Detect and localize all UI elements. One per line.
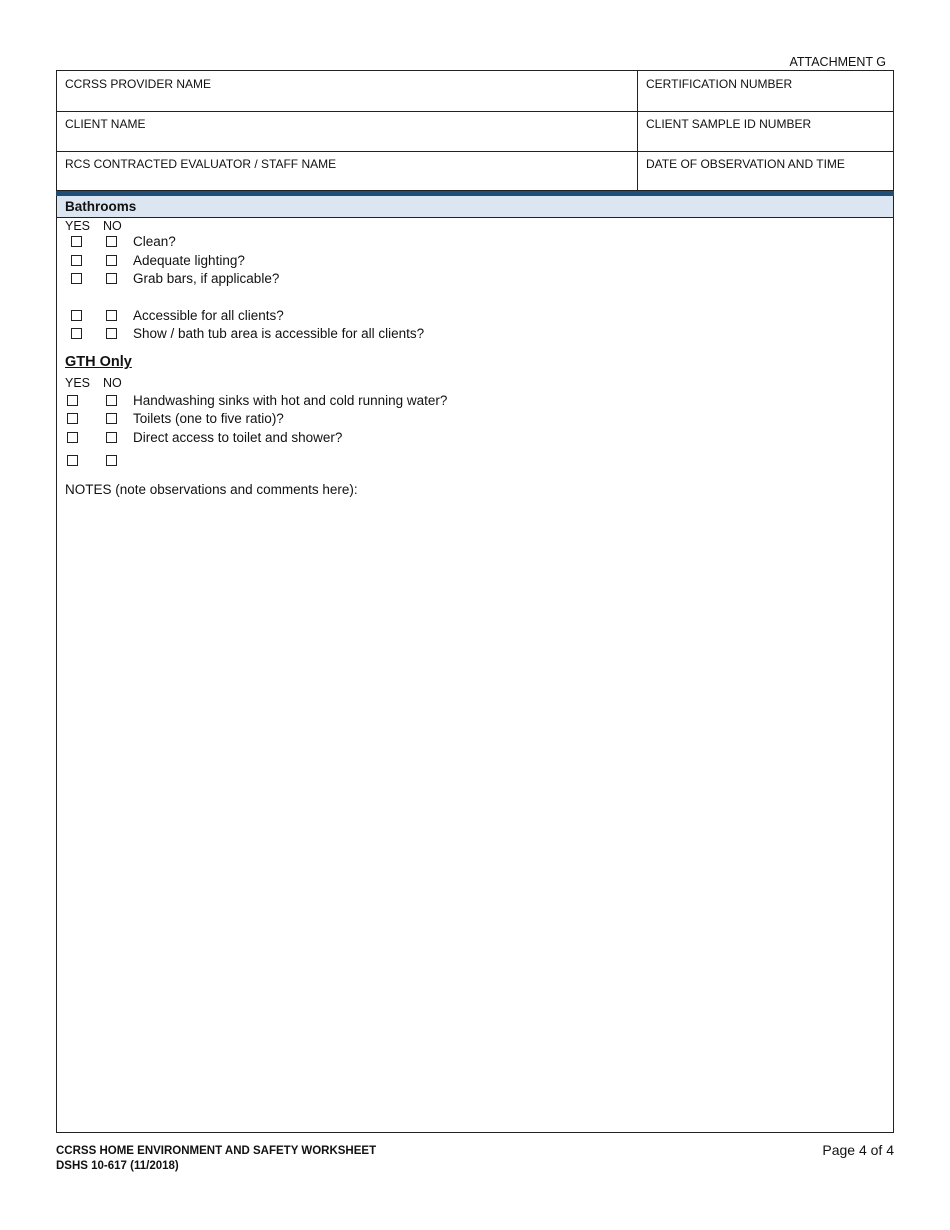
no-checkbox[interactable] [106, 255, 117, 266]
gth-yes-column-header: YES [65, 376, 91, 390]
no-checkbox[interactable] [106, 413, 117, 424]
yes-checkbox[interactable] [71, 255, 82, 266]
certification-number-field[interactable] [638, 71, 893, 111]
no-checkbox[interactable] [106, 273, 117, 284]
yes-column-header: YES [65, 219, 91, 233]
question-text: Direct access to toilet and shower? [133, 430, 343, 445]
yes-checkbox[interactable] [71, 310, 82, 321]
client-name-field[interactable] [57, 111, 637, 151]
notes-label: NOTES (note observations and comments here): [65, 482, 358, 497]
client-sample-id-field[interactable] [638, 111, 893, 151]
question-text: Clean? [133, 234, 176, 249]
no-checkbox[interactable] [106, 310, 117, 321]
evaluator-name-label: RCS CONTRACTED EVALUATOR / STAFF NAME [65, 157, 337, 171]
question-text: Grab bars, if applicable? [133, 271, 280, 286]
bathrooms-section [56, 196, 894, 1133]
evaluator-name-field[interactable] [57, 151, 637, 191]
question-text: Handwashing sinks with hot and cold running water? [133, 393, 448, 408]
no-checkbox[interactable] [106, 395, 117, 406]
client-sample-id-label: CLIENT SAMPLE ID NUMBER [646, 117, 812, 131]
no-checkbox[interactable] [106, 328, 117, 339]
question-text: Accessible for all clients? [133, 308, 284, 323]
yes-checkbox[interactable] [71, 236, 82, 247]
observation-date-time-field[interactable] [638, 151, 893, 191]
checklist-item [57, 431, 893, 449]
no-column-header: NO [103, 219, 122, 233]
checklist-item [57, 235, 893, 253]
notes-area[interactable] [65, 502, 885, 1124]
checklist-item [57, 272, 893, 290]
yes-checkbox[interactable] [71, 328, 82, 339]
no-checkbox[interactable] [106, 455, 117, 466]
question-text: Adequate lighting? [133, 253, 245, 268]
gth-only-heading: GTH Only [65, 354, 132, 370]
yes-checkbox[interactable] [67, 413, 78, 424]
client-name-label: CLIENT NAME [65, 117, 146, 131]
yes-checkbox[interactable] [67, 432, 78, 443]
provider-name-label: CCRSS PROVIDER NAME [65, 77, 212, 91]
checklist-item [57, 309, 893, 327]
no-checkbox[interactable] [106, 236, 117, 247]
form-number: DSHS 10-617 (11/2018) [56, 1160, 179, 1172]
checklist-item [57, 254, 893, 272]
section-title: Bathrooms [57, 196, 893, 218]
provider-name-field[interactable] [57, 71, 637, 111]
checklist-item [57, 454, 893, 472]
checklist-item [57, 412, 893, 430]
observation-date-time-label: DATE OF OBSERVATION AND TIME [646, 157, 845, 171]
attachment-label: ATTACHMENT G [789, 55, 886, 69]
no-checkbox[interactable] [106, 432, 117, 443]
yes-checkbox[interactable] [67, 455, 78, 466]
yes-checkbox[interactable] [71, 273, 82, 284]
page-number: Page 4 of 4 [822, 1142, 894, 1158]
certification-number-label: CERTIFICATION NUMBER [646, 77, 793, 91]
form-title: CCRSS HOME ENVIRONMENT AND SAFETY WORKSHEET [56, 1145, 377, 1157]
gth-no-column-header: NO [103, 376, 122, 390]
question-text: Show / bath tub area is accessible for all clients? [133, 326, 425, 341]
header-table [56, 70, 894, 191]
question-text: Toilets (one to five ratio)? [133, 411, 284, 426]
checklist-item [57, 327, 893, 345]
yes-checkbox[interactable] [67, 395, 78, 406]
checklist-item [57, 394, 893, 412]
